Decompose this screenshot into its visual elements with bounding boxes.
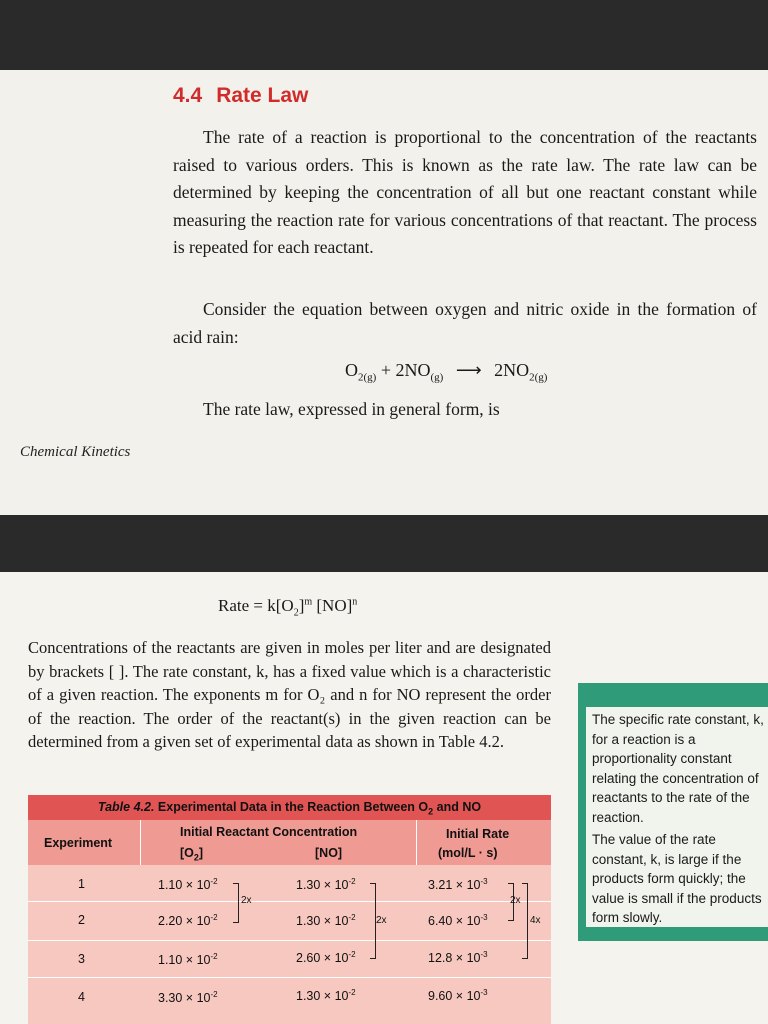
rate-eq-mid: [NO] bbox=[312, 596, 353, 615]
row2-experiment: 2 bbox=[78, 913, 85, 927]
sidebar-note-body bbox=[586, 707, 768, 927]
table-caption bbox=[28, 795, 551, 820]
row4-rate bbox=[428, 988, 488, 1003]
annotation-no-factor: 2x bbox=[376, 915, 387, 926]
eq-sub-3: 2(g) bbox=[529, 371, 548, 384]
row1-no-exp: -2 bbox=[348, 877, 356, 886]
header-divider-2 bbox=[416, 820, 417, 865]
rate-eq-m: m bbox=[304, 596, 313, 608]
row3-rate-exp: -3 bbox=[480, 950, 488, 959]
table-caption-text: Experimental Data in the Reaction Between O bbox=[157, 800, 429, 814]
row-divider-1 bbox=[28, 901, 551, 902]
row1-rate-value: 3.21 × 10 bbox=[428, 878, 481, 893]
section-number: 4.4 bbox=[173, 84, 203, 107]
section-title: Rate Law bbox=[216, 84, 309, 107]
annotation-o2-factor: 2x bbox=[241, 895, 252, 906]
paragraph-general-form: The rate law, expressed in general form, is bbox=[203, 399, 500, 419]
row3-experiment: 3 bbox=[78, 952, 85, 966]
header-divider-1 bbox=[140, 820, 141, 865]
row4-experiment: 4 bbox=[78, 990, 85, 1004]
section-heading bbox=[173, 84, 308, 108]
row3-rate bbox=[428, 950, 488, 965]
row3-o2 bbox=[158, 952, 218, 967]
eq-reactant-no: + 2NO bbox=[380, 360, 431, 380]
sidebar-paragraph-2: The value of the rate constant, k, is large if the products form quickly; the value is small if the products form slowly. bbox=[592, 832, 762, 925]
header-experiment: Experiment bbox=[44, 836, 113, 850]
row1-o2 bbox=[158, 877, 218, 892]
row2-o2-exp: -2 bbox=[210, 913, 218, 922]
row3-no-value: 2.60 × 10 bbox=[296, 951, 349, 966]
header-o2-end: ] bbox=[198, 846, 204, 860]
row2-o2 bbox=[158, 913, 218, 928]
row1-o2-value: 1.10 × 10 bbox=[158, 878, 211, 893]
row3-o2-exp: -2 bbox=[210, 952, 218, 961]
header-o2 bbox=[180, 846, 203, 863]
table-header bbox=[28, 820, 551, 865]
page-footer: Chemical Kinetics bbox=[20, 444, 131, 460]
row3-o2-value: 1.10 × 10 bbox=[158, 953, 211, 968]
header-rate-unit: (mol/L · s) bbox=[438, 846, 498, 860]
row4-no-exp: -2 bbox=[348, 988, 356, 997]
eq-product: 2NO bbox=[494, 360, 530, 380]
eq-sub-1: 2(g) bbox=[358, 371, 377, 384]
paragraph-equation-intro: Consider the equation between oxygen and nitric oxide in the formation of acid rain: bbox=[173, 299, 757, 347]
row4-rate-exp: -3 bbox=[480, 988, 488, 997]
bracket-o2 bbox=[233, 883, 239, 923]
data-table bbox=[28, 795, 551, 1024]
row-divider-2 bbox=[28, 940, 551, 941]
header-no: [NO] bbox=[315, 846, 343, 860]
row4-rate-value: 9.60 × 10 bbox=[428, 989, 481, 1004]
row2-o2-value: 2.20 × 10 bbox=[158, 914, 211, 929]
rate-eq-lhs: Rate = k[O bbox=[218, 596, 294, 615]
row2-rate-value: 6.40 × 10 bbox=[428, 914, 481, 929]
row1-experiment: 1 bbox=[78, 877, 85, 891]
sidebar-note-text bbox=[592, 710, 766, 931]
rate-eq-n: n bbox=[352, 596, 358, 608]
row4-no-value: 1.30 × 10 bbox=[296, 989, 349, 1004]
eq-reactant-o2: O bbox=[345, 360, 358, 380]
row4-o2-exp: -2 bbox=[210, 990, 218, 999]
row1-rate-exp: -3 bbox=[480, 877, 488, 886]
header-o2-text: [O bbox=[180, 846, 194, 860]
rate-law-equation: Rate = $k[O_2]^m$ [NO]$^n$ bbox=[218, 596, 358, 619]
header-initial-rate: Initial Rate bbox=[446, 827, 510, 841]
header-o2-sub: 2 bbox=[193, 852, 199, 863]
row2-no-value: 1.30 × 10 bbox=[296, 914, 349, 929]
annotation-rate-factor-1: 2x bbox=[510, 895, 521, 906]
paragraph-rate-law-intro: The rate of a reaction is proportional to the concentration of the reactants raised to various orders. This is known as the rate law. The rate law can be determined by keeping the concentration of all but one reactant constant while measuring the reaction rate for various concentrations of that reactant. The process is repeated for each reactant. bbox=[173, 127, 757, 257]
row1-no bbox=[296, 877, 356, 892]
row4-no bbox=[296, 988, 356, 1003]
row1-no-value: 1.30 × 10 bbox=[296, 878, 349, 893]
row2-rate bbox=[428, 913, 488, 928]
row3-no bbox=[296, 950, 356, 965]
row1-rate bbox=[428, 877, 488, 892]
eq-sub-2: (g) bbox=[430, 371, 444, 384]
row2-no-exp: -2 bbox=[348, 913, 356, 922]
paragraph-concentrations: Concentrations of the reactants are given in moles per liter and are designated by brackets [ ]. The rate constant, k, has a fixed value which is a characteristic of a given reaction. The exponents m for O₂ and n for NO represent the order of the reaction. The order of the reactant(s) in the given reaction can be determined from a given set of experimental data as shown in Table 4.2. bbox=[28, 638, 551, 751]
row4-o2 bbox=[158, 990, 218, 1005]
rate-eq-o2-sub: 2 bbox=[293, 607, 299, 619]
row3-rate-value: 12.8 × 10 bbox=[428, 951, 481, 966]
chemical-equation bbox=[345, 360, 547, 384]
eq-arrow: ⟶ bbox=[455, 360, 482, 380]
table-caption-sub: 2 bbox=[428, 806, 434, 817]
row2-rate-exp: -3 bbox=[480, 913, 488, 922]
table-caption-label: Table 4.2. bbox=[97, 800, 155, 814]
row3-no-exp: -2 bbox=[348, 950, 356, 959]
annotation-rate-factor-2: 4x bbox=[530, 915, 541, 926]
sidebar-paragraph-1: The specific rate constant, k, for a reaction is a proportionality constant relating the concentration of reactants to the rate of the reaction. bbox=[592, 712, 764, 825]
row2-no bbox=[296, 913, 356, 928]
bracket-rate-2 bbox=[522, 883, 528, 959]
table-caption-end: and NO bbox=[433, 800, 482, 814]
row-divider-3 bbox=[28, 977, 551, 978]
sidebar-note bbox=[578, 683, 768, 941]
header-initial-concentration: Initial Reactant Concentration bbox=[180, 825, 358, 839]
row4-o2-value: 3.30 × 10 bbox=[158, 991, 211, 1006]
row1-o2-exp: -2 bbox=[210, 877, 218, 886]
